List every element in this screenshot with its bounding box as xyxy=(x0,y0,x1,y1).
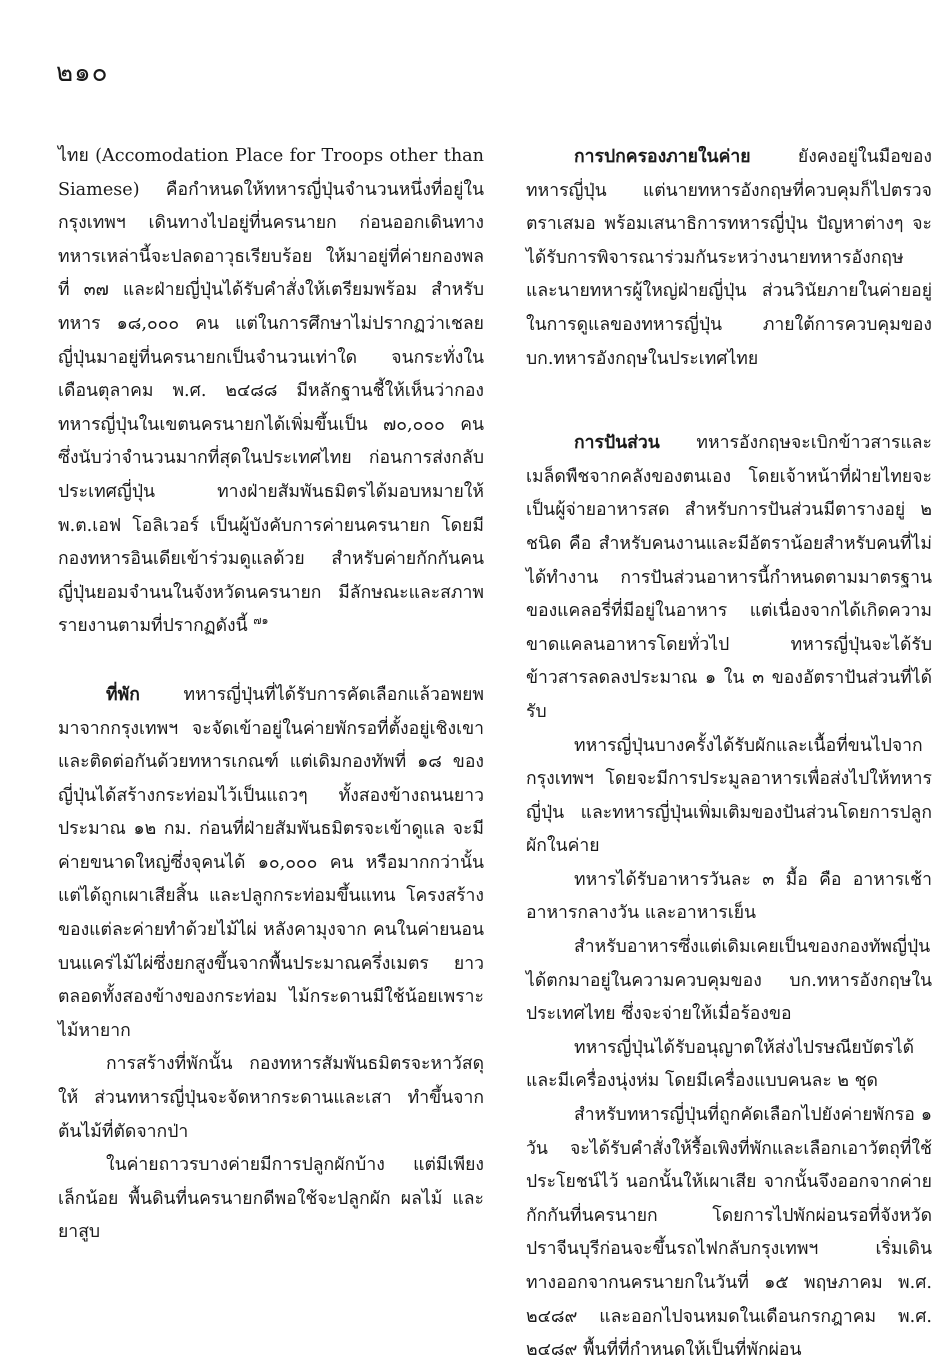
right-column xyxy=(526,140,932,1368)
postcards-paragraph: ทหารญี่ปุ่นได้รับอนุญาตให้ส่งไปรษณียบัตรได้ และมีเครื่องนุ่งห่ม โดยมีเครื่องแบบคนละ ๒ ชุด xyxy=(526,1037,915,1092)
food-control-paragraph: สำหรับอาหารซึ่งแต่เดิมเคยเป็นของกองทัพญี่ปุ่น ได้ตกมาอยู่ในความควบคุมของ บก.ทหารอังกฤษในประเทศไทย ซึ่งจะจ่ายให้เมื่อร้องขอ xyxy=(526,937,932,1025)
rations-paragraph: ทหารอังกฤษจะเบิกข้าวสารและเมล็ดพืชจากคลังของตนเอง โดยเจ้าหน้าที่ฝ่ายไทยจะเป็นผู้จ่ายอาหารสด สำหรับการปันส่วนมีตารางอยู่ ๒ ชนิด คือ สำหรับคนงานและมีอัตราน้อยสำหรับคนที่ไม่ได้ทำงาน การปันส่วนอาหารนี้กำหนดตามมาตรฐานของแคลอรี่ที่มีอยู่ในอาหาร แต่เนื่องจากได้เกิดความขาดแคลนอาหารโดยทั่วไป ทหารญี่ปุ่นจะได้รับข้าวสารลดลงประมาณ ๑ ใน ๓ ของอัตราปันส่วนที่ได้รับ xyxy=(526,433,932,722)
lodging-heading: ที่พัก xyxy=(106,683,140,705)
footnote-ref: ๗๑ xyxy=(253,614,269,628)
farming-paragraph: ในค่ายถาวรบางค่ายมีการปลูกผักบ้าง แต่มีเพียงเล็กน้อย พื้นดินที่นครนายกดีพอใช้จะปลูกผัก ผลไม้ และยาสูบ xyxy=(58,1155,484,1243)
lodging-paragraph: ทหารญี่ปุ่นที่ได้รับการคัดเลือกแล้วอพยพมาจากกรุงเทพฯ จะจัดเข้าอยู่ในค่ายพักรอที่ตั้งอยู่เชิงเขา และติดต่อกันด้วยทหารเกณฑ์ แต่เดิมกองทัพที่ ๑๘ ของญี่ปุ่นได้สร้างกระท่อมไว้เป็นแถวๆ ทั้งสองข้างถนนยาวประมาณ ๑๒ กม. ก่อนที่ฝ่ายสัมพันธมิตรจะเข้าดูแล จะมีค่ายขนาดใหญ่ซึ่งจุคนได้ ๑๐,๐๐๐ คน หรือมากกว่านั้น แต่ได้ถูกเผาเสียสิ้น และปลูกกระท่อมขึ้นแทน โครงสร้างของแต่ละค่ายทำด้วยไม้ไผ่ หลังคามุงจาก คนในค่ายนอนบนแคร่ไม้ไผ่ซึ่งยกสูงขึ้นจากพื้นประมาณครึ่งเมตร ยาวตลอดทั้งสองข้างของกระท่อม ไม้กระดานมีใช้น้อยเพราะไม้หายาก xyxy=(58,684,484,1041)
building-paragraph: การสร้างที่พักนั้น กองทหารสัมพันธมิตรจะหาวัสดุให้ ส่วนทหารญี่ปุ่นจะจัดหากระดานและเสา ทำขึ้นจากต้นไม้ที่ตัดจากป่า xyxy=(58,1054,484,1142)
page-number: ๒๑๐ xyxy=(56,58,109,88)
rations-section xyxy=(526,426,932,729)
left-column xyxy=(58,140,484,1250)
intro-text: ไทย (Accomodation Place for Troops other than Siamese) คือกำหนดให้ทหารญี่ปุ่นจำนวนหนึ่งที่อยู่ในกรุงเทพฯ เดินทางไปอยู่ที่นครนายก ก่อนออกเดินทางทหารเหล่านี้จะปลดอาวุธเรียบร้อย ให้มาอยู่ที่ค่ายกองพลที่ ๓๗ และฝ่ายญี่ปุ่นได้รับคำสั่งให้เตรียมพร้อม สำหรับทหาร ๑๘,๐๐๐ คน แต่ในการศึกษาไม่ปรากฏว่าเชลยญี่ปุ่นมาอยู่ที่นครนายกเป็นจำนวนเท่าใด จนกระทั่งในเดือนตุลาคม พ.ศ. ๒๔๘๘ มีหลักฐานชี้ให้เห็นว่ากองทหารญี่ปุ่นในเขตนครนายกได้เพิ่มขึ้นเป็น ๗๐,๐๐๐ คน ซึ่งนับว่าจำนวนมากที่สุดในประเทศไทย ก่อนการส่งกลับประเทศญี่ปุ่น ทางฝ่ายสัมพันธมิตรได้มอบหมายให้ พ.ต.เอฟ โอลิเวอร์ เป็นผู้บังคับการค่ายนครนายก โดยมีกองทหารอินเดียเข้าร่วมดูแลด้วย สำหรับค่ายกักกันคนญี่ปุ่นยอมจำนนในจังหวัดนครนายก มีลักษณะและสภาพรายงานตามที่ปรากฏดังนี้ xyxy=(58,146,484,637)
vegetables-paragraph: ทหารญี่ปุ่นบางครั้งได้รับผักและเนื้อที่ขนไปจากกรุงเทพฯ โดยจะมีการประมูลอาหารเพื่อส่งไปให้ทหารญี่ปุ่น และทหารญี่ปุ่นเพิ่มเติมของปันส่วนโดยการปลูกผักในค่าย xyxy=(526,735,932,857)
departure-paragraph: สำหรับทหารญี่ปุ่นที่ถูกคัดเลือกไปยังค่ายพักรอ ๑ วัน จะได้รับคำสั่งให้รื้อเพิงที่พักและเลือกเอาวัตถุที่ใช้ประโยชน์ไว้ นอกนั้นให้เผาเสีย จากนั้นจึงออกจากค่ายกักกันที่นครนายก โดยการไปพักผ่อนรอที่จังหวัดปราจีนบุรีก่อนจะขึ้นรถไฟกลับกรุงเทพฯ เริ่มเดินทางออกจากนครนายกในวันที่ ๑๕ พฤษภาคม พ.ศ. ๒๔๘๙ และออกไปจนหมดในเดือนกรกฎาคม พ.ศ. ๒๔๘๙ พื้นที่ที่กำหนดให้เป็นที่พักผ่อน xyxy=(526,1105,932,1361)
rations-heading: การปันส่วน xyxy=(574,432,660,454)
lodging-section xyxy=(58,678,484,1049)
governance-paragraph: ยังคงอยู่ในมือของทหารญี่ปุ่น แต่นายทหารอังกฤษที่ควบคุมก็ไปตรวจตราเสมอ พร้อมเสนาธิการทหารญี่ปุ่น ปัญหาต่างๆ จะได้รับการพิจารณาร่วมกันระหว่างนายทหารอังกฤษและนายทหารผู้ใหญ่ฝ่ายญี่ปุ่น ส่วนวินัยภายในค่ายอยู่ในการดูแลของทหารญี่ปุ่น ภายใต้การควบคุมของ บก.ทหารอังกฤษในประเทศไทย xyxy=(526,147,932,369)
meals-paragraph: ทหารได้รับอาหารวันละ ๓ มื้อ คือ อาหารเช้า อาหารกลางวัน และอาหารเย็น xyxy=(526,869,932,924)
intro-paragraph xyxy=(58,140,484,644)
governance-section xyxy=(526,140,932,376)
governance-heading: การปกครองภายในค่าย xyxy=(574,146,751,167)
